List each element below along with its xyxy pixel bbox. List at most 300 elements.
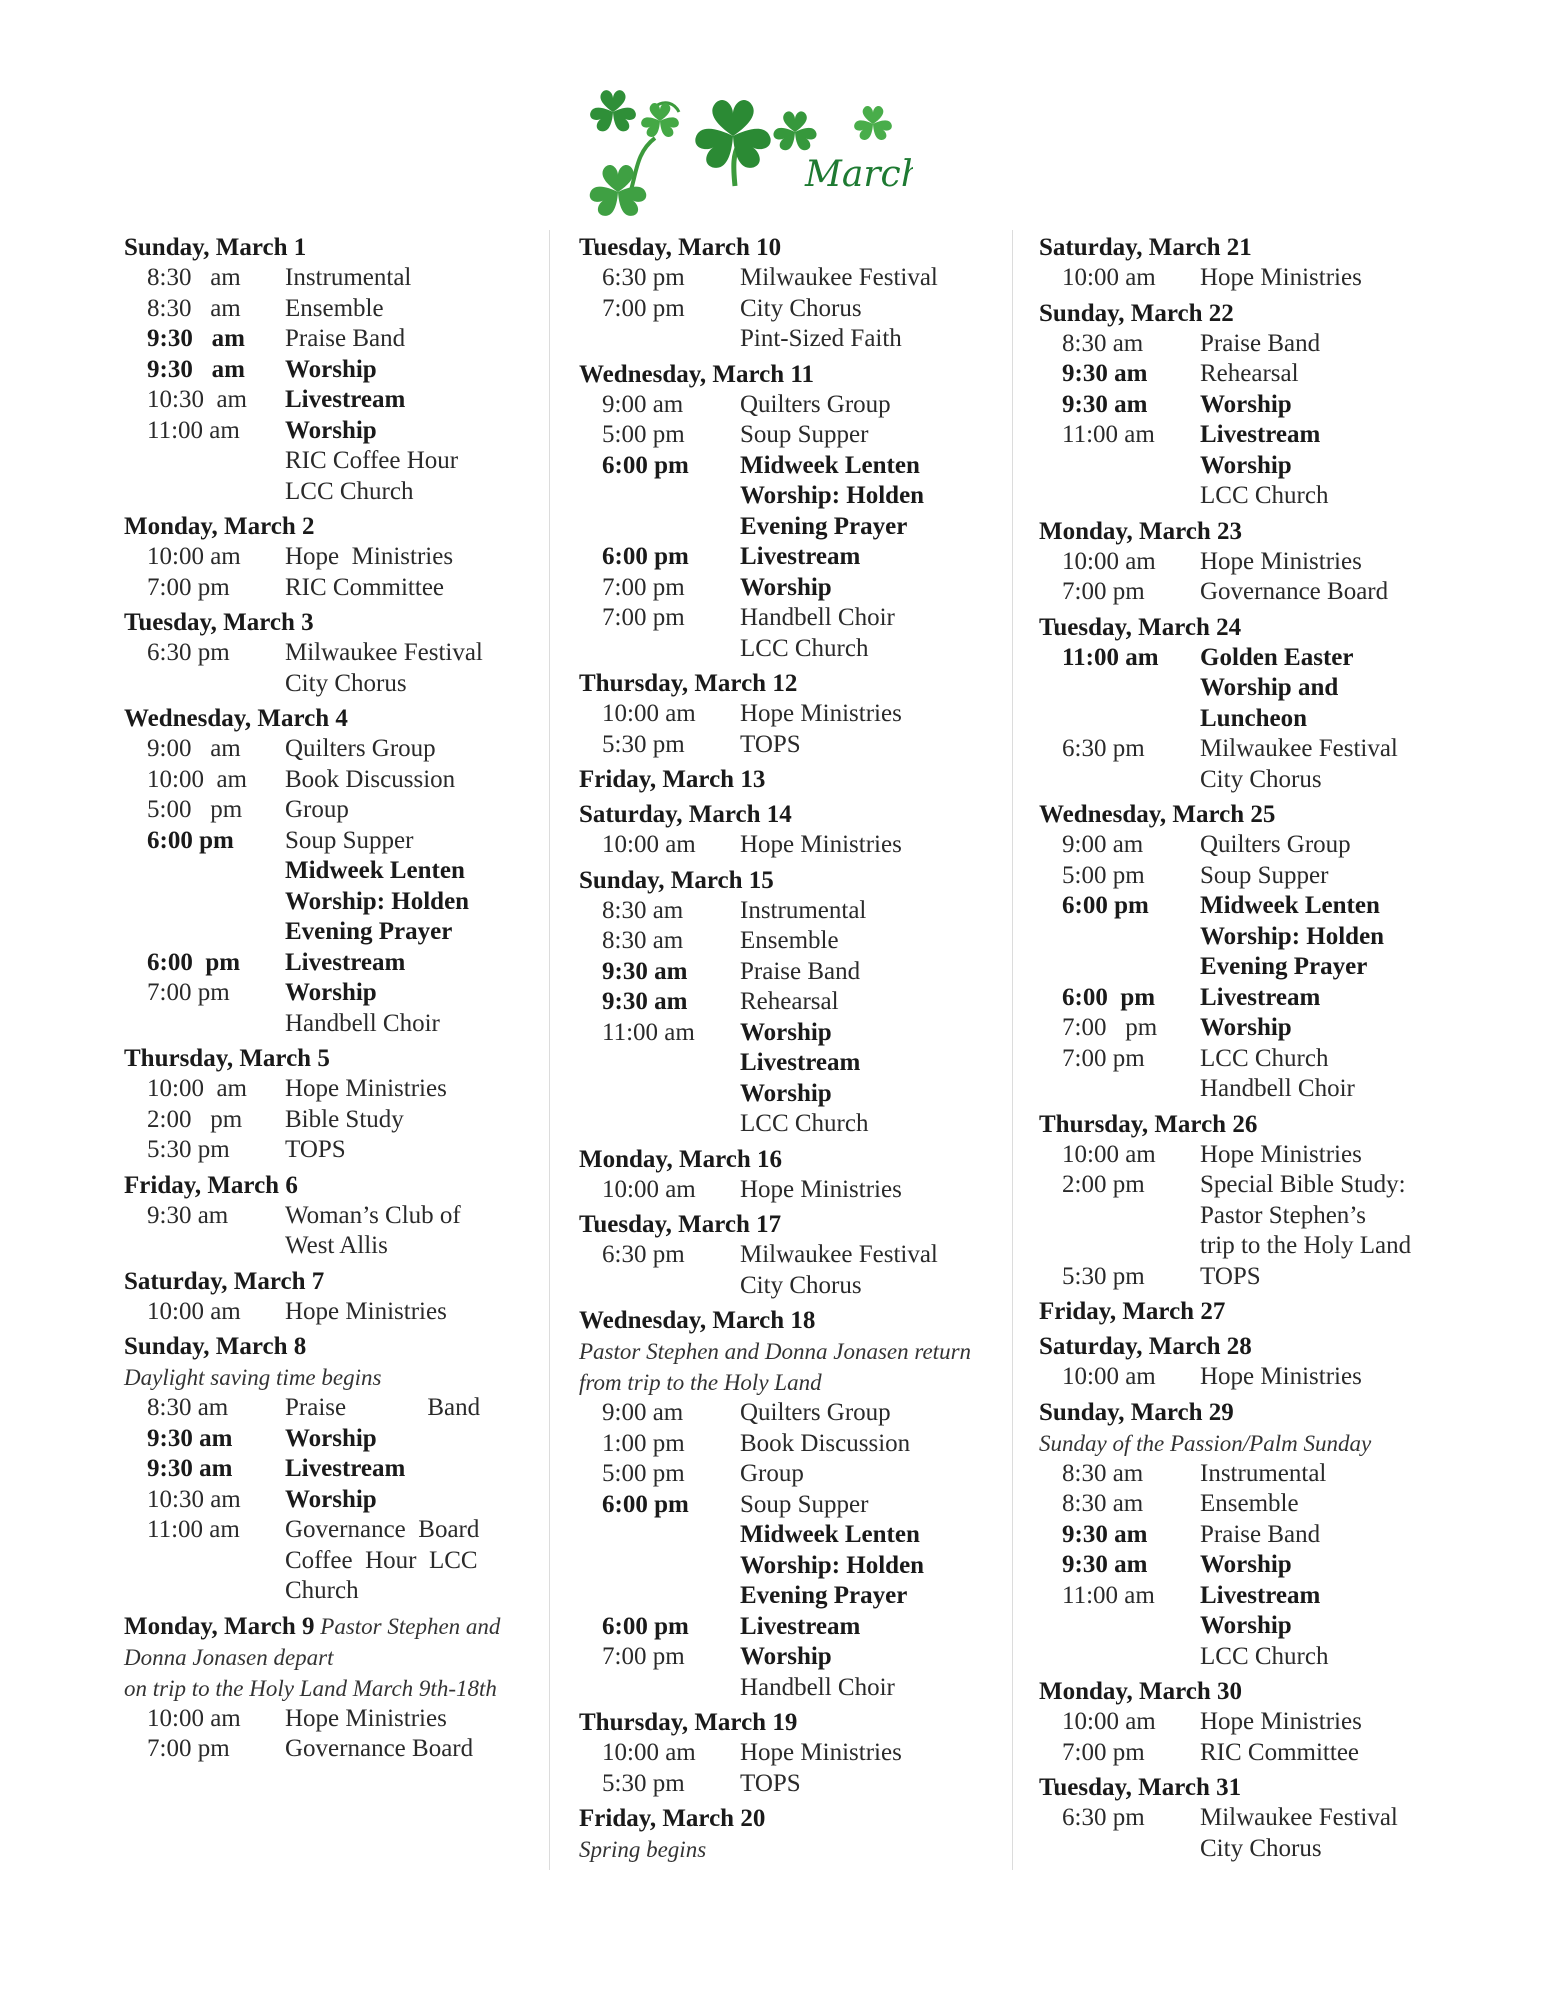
event-labels bbox=[740, 1612, 999, 1643]
event-label: Worship bbox=[285, 355, 377, 383]
day-block bbox=[579, 668, 999, 760]
day-block bbox=[1039, 612, 1459, 796]
event-label: Evening Prayer bbox=[740, 512, 908, 540]
event-label: City Chorus bbox=[1200, 765, 1322, 793]
event-labels bbox=[1200, 1362, 1459, 1393]
event-time: 10:00 am bbox=[147, 1704, 241, 1732]
event-time: 9:00 am bbox=[1062, 831, 1144, 858]
event-row bbox=[1039, 734, 1459, 795]
column-divider bbox=[1012, 230, 1013, 1870]
event-label: West Allis bbox=[285, 1232, 388, 1259]
event-label: Worship bbox=[740, 1079, 832, 1107]
event-label: Hope Ministries bbox=[1200, 264, 1362, 291]
event-row bbox=[124, 1704, 544, 1735]
event-labels bbox=[740, 573, 999, 604]
day-heading bbox=[124, 1611, 544, 1642]
event-label: Midweek Lenten bbox=[740, 451, 920, 479]
event-time: 10:00 am bbox=[147, 1075, 247, 1102]
day-heading bbox=[579, 232, 999, 263]
event-row bbox=[124, 263, 544, 294]
event-label: Evening Prayer bbox=[1200, 953, 1368, 980]
event-row bbox=[1039, 1581, 1459, 1673]
day-heading-text: Sunday, March 8 bbox=[124, 1333, 307, 1360]
event-row bbox=[1039, 577, 1459, 608]
event-label: RIC Committee bbox=[1200, 1738, 1360, 1766]
day-heading-text: Tuesday, March 31 bbox=[1039, 1774, 1242, 1801]
event-row bbox=[579, 987, 999, 1018]
event-label: Milwaukee Festival bbox=[740, 264, 938, 291]
event-label: Worship bbox=[1200, 451, 1292, 479]
event-row bbox=[1039, 1520, 1459, 1551]
event-label: Quilters Group bbox=[1200, 831, 1351, 858]
event-label: Worship: Holden bbox=[1200, 922, 1385, 950]
event-label: Livestream bbox=[1200, 421, 1321, 448]
event-label: Handbell Choir bbox=[285, 1009, 440, 1037]
event-row bbox=[124, 1734, 544, 1765]
event-time: 6:00 pm bbox=[602, 1612, 689, 1640]
event-label: Evening Prayer bbox=[285, 918, 453, 945]
day-block bbox=[124, 1043, 544, 1166]
day-block bbox=[579, 799, 999, 861]
event-labels bbox=[740, 1240, 999, 1301]
event-labels bbox=[1200, 1262, 1459, 1293]
event-label: Instrumental bbox=[285, 264, 412, 291]
event-label: Livestream bbox=[1200, 1581, 1321, 1609]
event-label: TOPS bbox=[1200, 1262, 1261, 1290]
event-row bbox=[579, 1398, 999, 1429]
event-row bbox=[124, 1297, 544, 1328]
day-note: Spring begins bbox=[579, 1837, 707, 1862]
event-label: Group bbox=[285, 796, 349, 823]
day-block bbox=[124, 703, 544, 1039]
day-heading bbox=[1039, 1772, 1459, 1803]
event-labels bbox=[740, 1490, 999, 1612]
event-row bbox=[579, 294, 999, 355]
event-labels bbox=[1200, 420, 1459, 512]
event-row bbox=[124, 1485, 544, 1516]
event-labels bbox=[285, 1454, 544, 1485]
event-labels bbox=[740, 1429, 999, 1460]
event-row bbox=[124, 1074, 544, 1105]
event-label: Worship: Holden bbox=[740, 482, 925, 509]
event-labels bbox=[740, 1642, 999, 1703]
event-labels bbox=[1200, 1140, 1459, 1171]
event-time: 5:30 pm bbox=[1062, 1262, 1145, 1290]
event-labels bbox=[285, 324, 544, 355]
event-time: 7:00 pm bbox=[1062, 1738, 1145, 1766]
event-row bbox=[579, 263, 999, 294]
day-heading bbox=[124, 511, 544, 542]
event-label: Soup Supper bbox=[740, 421, 869, 448]
event-row bbox=[1039, 1738, 1459, 1769]
event-label: Governance Board bbox=[1200, 578, 1389, 605]
event-row bbox=[124, 978, 544, 1039]
event-time: 6:30 pm bbox=[1062, 735, 1145, 762]
event-time: 8:30 am bbox=[1062, 329, 1144, 357]
event-label: Hope Ministries bbox=[1200, 1708, 1362, 1735]
event-labels bbox=[285, 294, 544, 325]
day-block bbox=[579, 1305, 999, 1703]
event-labels bbox=[740, 263, 999, 294]
day-heading bbox=[579, 1209, 999, 1240]
event-row bbox=[579, 896, 999, 927]
event-label: Worship: Holden bbox=[285, 887, 470, 915]
day-heading-text: Saturday, March 14 bbox=[579, 801, 792, 828]
day-block bbox=[124, 607, 544, 699]
event-time: 11:00 am bbox=[1062, 1581, 1155, 1609]
event-time: 9:30 am bbox=[147, 1424, 233, 1452]
event-label: Midweek Lenten bbox=[1200, 892, 1380, 919]
event-label: Evening Prayer bbox=[740, 1582, 908, 1609]
event-row bbox=[1039, 983, 1459, 1014]
event-time: 10:00 am bbox=[1062, 1708, 1156, 1735]
day-heading-text: Tuesday, March 17 bbox=[579, 1211, 782, 1238]
day-heading-text: Friday, March 27 bbox=[1039, 1298, 1226, 1325]
event-label: Praise Band bbox=[1200, 1520, 1321, 1548]
event-time: 7:00 pm bbox=[147, 1735, 230, 1762]
event-label: Soup Supper bbox=[740, 1490, 869, 1518]
event-label: Quilters Group bbox=[285, 735, 436, 762]
event-time: 9:30 am bbox=[147, 355, 245, 383]
event-time: 7:00 pm bbox=[602, 294, 685, 322]
event-label: Woman’s Club of bbox=[285, 1201, 461, 1229]
event-labels bbox=[285, 1704, 544, 1735]
event-label: Luncheon bbox=[1200, 704, 1307, 732]
event-row bbox=[579, 573, 999, 604]
event-label: City Chorus bbox=[285, 669, 407, 697]
day-note: Sunday of the Passion/Palm Sunday bbox=[1039, 1430, 1372, 1456]
day-heading bbox=[124, 703, 544, 734]
day-heading-text: Friday, March 13 bbox=[579, 766, 766, 793]
event-label: Worship: Holden bbox=[740, 1551, 925, 1579]
event-row bbox=[124, 416, 544, 508]
event-labels bbox=[285, 385, 544, 416]
event-label: TOPS bbox=[740, 1769, 801, 1797]
day-heading bbox=[124, 1043, 544, 1074]
event-time: 5:00 pm bbox=[147, 796, 243, 823]
event-label: Praise Band bbox=[285, 1394, 481, 1421]
day-heading-text: Thursday, March 19 bbox=[579, 1709, 798, 1736]
event-time: 11:00 am bbox=[147, 1516, 240, 1543]
event-label: Church bbox=[285, 1577, 359, 1604]
event-label: Ensemble bbox=[1200, 1490, 1299, 1517]
event-label: Handbell Choir bbox=[1200, 1075, 1355, 1102]
event-label: Hope Ministries bbox=[285, 1297, 447, 1325]
event-row bbox=[1039, 1550, 1459, 1581]
day-heading-text: Wednesday, March 11 bbox=[579, 360, 814, 388]
event-label: LCC Church bbox=[740, 1110, 869, 1137]
event-time: 10:00 am bbox=[602, 700, 696, 727]
day-block bbox=[1039, 516, 1459, 608]
event-time: 5:00 pm bbox=[602, 421, 685, 448]
day-block bbox=[579, 1144, 999, 1206]
event-row bbox=[1039, 1707, 1459, 1738]
day-heading-text: Sunday, March 1 bbox=[124, 234, 307, 261]
event-time: 6:30 pm bbox=[1062, 1804, 1145, 1831]
event-time: 5:30 pm bbox=[602, 730, 685, 758]
event-row bbox=[1039, 1262, 1459, 1293]
day-heading-text: Tuesday, March 24 bbox=[1039, 613, 1242, 641]
event-label: Milwaukee Festival bbox=[740, 1241, 938, 1268]
event-label: Handbell Choir bbox=[740, 604, 895, 631]
day-block bbox=[124, 1170, 544, 1262]
day-block bbox=[579, 232, 999, 355]
event-time: 9:30 am bbox=[147, 1201, 229, 1229]
event-labels bbox=[740, 1459, 999, 1490]
event-time: 7:00 pm bbox=[1062, 1014, 1158, 1041]
event-labels bbox=[1200, 359, 1459, 390]
day-block bbox=[1039, 1109, 1459, 1293]
day-heading bbox=[1039, 1397, 1459, 1428]
event-row bbox=[579, 1490, 999, 1612]
event-labels bbox=[285, 1297, 544, 1328]
event-label: Ensemble bbox=[285, 294, 384, 322]
event-time: 11:00 am bbox=[1062, 643, 1159, 671]
day-heading bbox=[579, 1305, 999, 1336]
event-row bbox=[124, 1135, 544, 1166]
day-heading-text: Wednesday, March 18 bbox=[579, 1307, 816, 1334]
event-time: 8:30 am bbox=[602, 927, 684, 954]
day-heading bbox=[124, 1266, 544, 1297]
event-labels bbox=[740, 896, 999, 927]
day-heading bbox=[1039, 298, 1459, 329]
event-row bbox=[124, 1201, 544, 1262]
event-labels bbox=[740, 1738, 999, 1769]
event-label: Hope Ministries bbox=[740, 700, 902, 727]
event-labels bbox=[1200, 643, 1459, 735]
event-row bbox=[124, 1515, 544, 1607]
day-heading bbox=[1039, 1109, 1459, 1140]
event-labels bbox=[1200, 329, 1459, 360]
day-block bbox=[579, 359, 999, 665]
event-labels bbox=[285, 416, 544, 508]
event-labels bbox=[285, 1515, 544, 1607]
event-row bbox=[124, 542, 544, 573]
day-block bbox=[1039, 298, 1459, 512]
day-heading bbox=[124, 1170, 544, 1201]
event-label: RIC Coffee Hour bbox=[285, 447, 459, 474]
event-time: 6:00 pm bbox=[147, 826, 234, 854]
event-time: 7:00 pm bbox=[1062, 578, 1145, 605]
event-row bbox=[1039, 1044, 1459, 1105]
event-row bbox=[1039, 1362, 1459, 1393]
event-label: TOPS bbox=[285, 1136, 346, 1163]
day-block bbox=[1039, 799, 1459, 1105]
event-labels bbox=[1200, 983, 1459, 1014]
event-labels bbox=[285, 948, 544, 979]
event-label: Hope Ministries bbox=[1200, 1363, 1362, 1390]
event-label: Worship bbox=[740, 573, 832, 601]
event-label: Worship bbox=[285, 1485, 377, 1513]
day-heading-text: Saturday, March 7 bbox=[124, 1267, 325, 1295]
event-labels bbox=[1200, 861, 1459, 892]
event-labels bbox=[740, 699, 999, 730]
calendar-column bbox=[124, 232, 544, 1769]
day-note: Pastor Stephen and Donna Jonasen return bbox=[579, 1339, 972, 1364]
event-label: Praise Band bbox=[285, 325, 406, 352]
event-label: LCC Church bbox=[1200, 1044, 1329, 1072]
day-heading-note: Pastor Stephen and bbox=[314, 1613, 501, 1639]
event-label: Worship bbox=[740, 1643, 832, 1670]
event-time: 8:30 am bbox=[147, 1394, 229, 1421]
event-time: 5:00 pm bbox=[1062, 861, 1145, 889]
event-label: TOPS bbox=[740, 730, 801, 758]
event-time: 8:30 am bbox=[1062, 1490, 1144, 1517]
event-labels bbox=[1200, 830, 1459, 861]
event-labels bbox=[740, 603, 999, 664]
event-label: Instrumental bbox=[1200, 1459, 1327, 1487]
event-label: City Chorus bbox=[1200, 1834, 1322, 1862]
event-row bbox=[124, 638, 544, 699]
event-label: Worship bbox=[1200, 1551, 1292, 1578]
event-time: 7:00 pm bbox=[602, 573, 685, 601]
event-label: Livestream bbox=[740, 1612, 861, 1640]
event-labels bbox=[1200, 547, 1459, 578]
event-label: Hope Ministries bbox=[285, 1075, 447, 1102]
event-labels bbox=[1200, 577, 1459, 608]
event-labels bbox=[285, 355, 544, 386]
event-label: RIC Committee bbox=[285, 573, 445, 601]
event-labels bbox=[1200, 1520, 1459, 1551]
day-heading-text: Sunday, March 22 bbox=[1039, 299, 1234, 327]
event-labels bbox=[285, 542, 544, 573]
event-label: Livestream bbox=[740, 543, 861, 570]
day-heading bbox=[579, 865, 999, 896]
event-time: 9:30 am bbox=[1062, 360, 1148, 387]
event-labels bbox=[740, 987, 999, 1018]
event-labels bbox=[1200, 1170, 1459, 1262]
event-row bbox=[579, 1459, 999, 1490]
event-time: 11:00 am bbox=[1062, 421, 1155, 448]
day-heading-text: Tuesday, March 3 bbox=[124, 609, 314, 636]
event-label: Pastor Stephen’s bbox=[1200, 1201, 1366, 1229]
event-labels bbox=[1200, 1013, 1459, 1044]
event-label: Rehearsal bbox=[1200, 360, 1299, 387]
event-time: 9:00 am bbox=[602, 1399, 684, 1426]
event-time: 11:00 am bbox=[602, 1018, 695, 1046]
event-labels bbox=[285, 826, 544, 948]
event-labels bbox=[740, 957, 999, 988]
event-labels bbox=[1200, 1803, 1459, 1864]
event-time: 10:00 am bbox=[1062, 1363, 1156, 1390]
day-heading bbox=[124, 232, 544, 263]
event-row bbox=[124, 1393, 544, 1424]
day-block bbox=[1039, 1397, 1459, 1673]
event-labels bbox=[1200, 1044, 1459, 1105]
event-row bbox=[1039, 643, 1459, 735]
event-time: 8:30 am bbox=[147, 264, 241, 291]
event-labels bbox=[285, 263, 544, 294]
event-labels bbox=[285, 978, 544, 1039]
event-time: 9:30 am bbox=[602, 988, 688, 1015]
event-row bbox=[579, 420, 999, 451]
day-block bbox=[1039, 1676, 1459, 1768]
event-labels bbox=[285, 1074, 544, 1105]
event-labels bbox=[285, 1201, 544, 1262]
event-row bbox=[579, 957, 999, 988]
event-row bbox=[1039, 329, 1459, 360]
event-labels bbox=[740, 730, 999, 761]
event-row bbox=[1039, 830, 1459, 861]
event-time: 8:30 am bbox=[147, 294, 241, 322]
event-row bbox=[579, 603, 999, 664]
event-time: 9:30 am bbox=[1062, 1520, 1148, 1548]
event-time: 6:30 pm bbox=[602, 1241, 685, 1268]
event-label: Coffee Hour LCC bbox=[285, 1546, 478, 1574]
event-label: Governance Board bbox=[285, 1735, 474, 1762]
event-label: Worship and bbox=[1200, 674, 1339, 701]
event-label: City Chorus bbox=[740, 294, 862, 322]
day-heading-text: Monday, March 23 bbox=[1039, 517, 1243, 545]
event-time: 9:30 am bbox=[1062, 390, 1148, 418]
event-labels bbox=[740, 1175, 999, 1206]
event-labels bbox=[285, 795, 544, 826]
event-label: Worship bbox=[285, 1424, 377, 1452]
event-time: 10:00 am bbox=[602, 1175, 696, 1203]
event-labels bbox=[740, 830, 999, 861]
event-time: 2:00 pm bbox=[1062, 1171, 1145, 1198]
day-block bbox=[579, 1209, 999, 1301]
day-heading-text: Saturday, March 21 bbox=[1039, 234, 1252, 261]
event-labels bbox=[1200, 1459, 1459, 1490]
event-row bbox=[579, 1240, 999, 1301]
event-label: Golden Easter bbox=[1200, 643, 1354, 671]
day-block bbox=[579, 764, 999, 795]
event-label: Livestream bbox=[1200, 983, 1321, 1011]
shamrock-banner-icon bbox=[583, 86, 913, 221]
event-row bbox=[579, 390, 999, 421]
day-heading bbox=[1039, 1676, 1459, 1707]
day-block bbox=[1039, 1296, 1459, 1327]
event-label: Hope Ministries bbox=[1200, 547, 1362, 575]
event-row bbox=[124, 734, 544, 765]
calendar-column bbox=[579, 232, 999, 1869]
event-time: 6:00 pm bbox=[602, 1490, 689, 1518]
event-time: 7:00 pm bbox=[147, 979, 230, 1006]
event-labels bbox=[285, 1135, 544, 1166]
event-row bbox=[124, 324, 544, 355]
day-heading-text: Wednesday, March 4 bbox=[124, 705, 348, 732]
event-labels bbox=[1200, 1581, 1459, 1673]
day-heading-text: Monday, March 30 bbox=[1039, 1678, 1243, 1705]
day-heading bbox=[579, 799, 999, 830]
event-time: 6:30 pm bbox=[602, 264, 685, 291]
event-labels bbox=[1200, 891, 1459, 983]
calendar-column bbox=[1039, 232, 1459, 1868]
event-row bbox=[124, 294, 544, 325]
event-row bbox=[124, 1424, 544, 1455]
event-row bbox=[124, 795, 544, 826]
event-labels bbox=[285, 1105, 544, 1136]
day-heading bbox=[124, 607, 544, 638]
event-row bbox=[579, 1642, 999, 1703]
day-block bbox=[1039, 1772, 1459, 1864]
day-note: from trip to the Holy Land bbox=[579, 1370, 822, 1395]
day-block bbox=[579, 1707, 999, 1799]
day-note: on trip to the Holy Land March 9th-18th bbox=[124, 1675, 497, 1701]
day-heading-text: Monday, March 2 bbox=[124, 513, 315, 540]
event-time: 10:00 am bbox=[147, 543, 241, 570]
event-time: 9:30 am bbox=[147, 1455, 233, 1482]
event-row bbox=[579, 1738, 999, 1769]
event-row bbox=[1039, 547, 1459, 578]
event-time: 5:30 pm bbox=[147, 1136, 230, 1163]
event-row bbox=[1039, 1013, 1459, 1044]
march-header bbox=[583, 86, 913, 221]
event-row bbox=[1039, 1459, 1459, 1490]
event-label: Worship bbox=[1200, 1014, 1292, 1041]
event-time: 1:00 pm bbox=[602, 1429, 685, 1457]
